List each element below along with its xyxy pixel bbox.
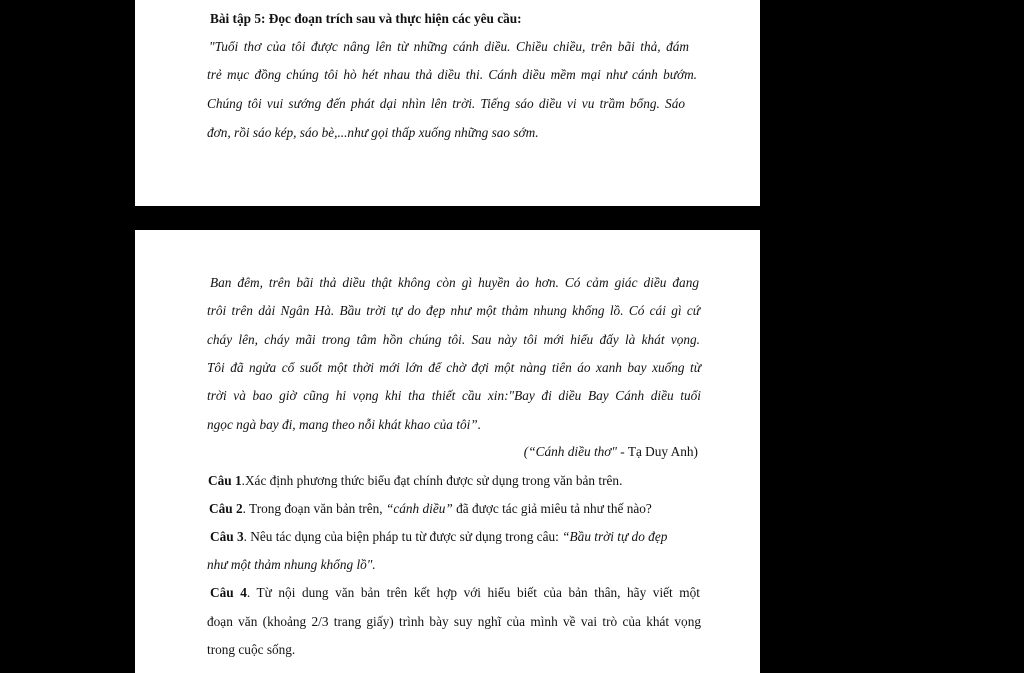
passage-line: trời và bao giờ cũng hi vọng khi tha thiết cầu xin:"Bay đi diều Bay Cánh diều tuổi bbox=[207, 388, 701, 403]
document-page-2 bbox=[135, 230, 760, 673]
passage-line: "Tuổi thơ của tôi được nâng lên từ những cánh diều. Chiều chiều, trên bãi thả, đám bbox=[209, 39, 689, 54]
passage-line: ngọc ngà bay đi, mang theo nỗi khát khao của tôi”. bbox=[207, 417, 482, 432]
question-text: . Từ nội dung văn bản trên kết hợp với hiểu biết của bản thân, hãy viết một bbox=[246, 585, 700, 600]
document-page-1 bbox=[135, 0, 760, 206]
question-quote: “Bầu trời tự do đẹp bbox=[562, 529, 668, 544]
passage-line: Ban đêm, trên bãi thả diều thật không còn gì huyền ảo hơn. Có cảm giác diều đang bbox=[210, 275, 699, 290]
source-author: - Tạ Duy Anh) bbox=[616, 444, 698, 459]
question-4-line-3: trong cuộc sống. bbox=[207, 642, 296, 657]
passage-line: trôi trên dải Ngân Hà. Bầu trời tự do đẹp như một thảm nhung khổng lồ. Có cái gì cứ bbox=[207, 303, 700, 318]
question-text: . Trong đoạn văn bản trên, bbox=[242, 501, 386, 516]
question-label: Câu 4 bbox=[210, 585, 247, 600]
question-label: Câu 3 bbox=[210, 529, 244, 544]
exercise-title: Bài tập 5: Đọc đoạn trích sau và thực hiện các yêu cầu: bbox=[210, 11, 522, 26]
source-title: (“Cánh diều thơ" bbox=[523, 444, 617, 459]
question-4-line-2: đoạn văn (khoảng 2/3 trang giấy) trình bày suy nghĩ của mình về vai trò của khát vọng bbox=[207, 614, 701, 629]
passage-line: Tôi đã ngửa cổ suốt một thời mới lớn để chờ đợi một nàng tiên áo xanh bay xuống từ bbox=[207, 360, 701, 375]
passage-line: cháy lên, cháy mãi trong tâm hồn chúng tôi. Sau này tôi mới hiểu đấy là khát vọng. bbox=[207, 332, 700, 347]
question-3-continued: như một thảm nhung khổng lồ". bbox=[207, 557, 376, 572]
source-citation bbox=[207, 443, 698, 461]
question-2 bbox=[209, 500, 709, 518]
passage-line: Chúng tôi vui sướng đến phát dại nhìn lên trời. Tiếng sáo diều vi vu trầm bổng. Sáo bbox=[207, 96, 685, 111]
passage-line: trẻ mục đồng chúng tôi hò hét nhau thả diều thi. Cánh diều mềm mại như cánh bướm. bbox=[207, 67, 697, 82]
question-label: Câu 2 bbox=[209, 501, 243, 516]
question-label: Câu 1 bbox=[208, 473, 242, 488]
question-3 bbox=[210, 528, 710, 546]
question-1 bbox=[208, 472, 708, 490]
question-quote: “cánh diều” bbox=[385, 501, 453, 516]
question-4 bbox=[210, 584, 700, 602]
passage-line: đơn, rồi sáo kép, sáo bè,...như gọi thấp xuống những sao sớm. bbox=[207, 125, 539, 140]
question-text: . Nêu tác dụng của biện pháp tu từ được sử dụng trong câu: bbox=[243, 529, 563, 544]
question-text: .Xác định phương thức biểu đạt chính được sử dụng trong văn bản trên. bbox=[241, 473, 623, 488]
question-text: đã được tác giả miêu tả như thế nào? bbox=[452, 501, 652, 516]
